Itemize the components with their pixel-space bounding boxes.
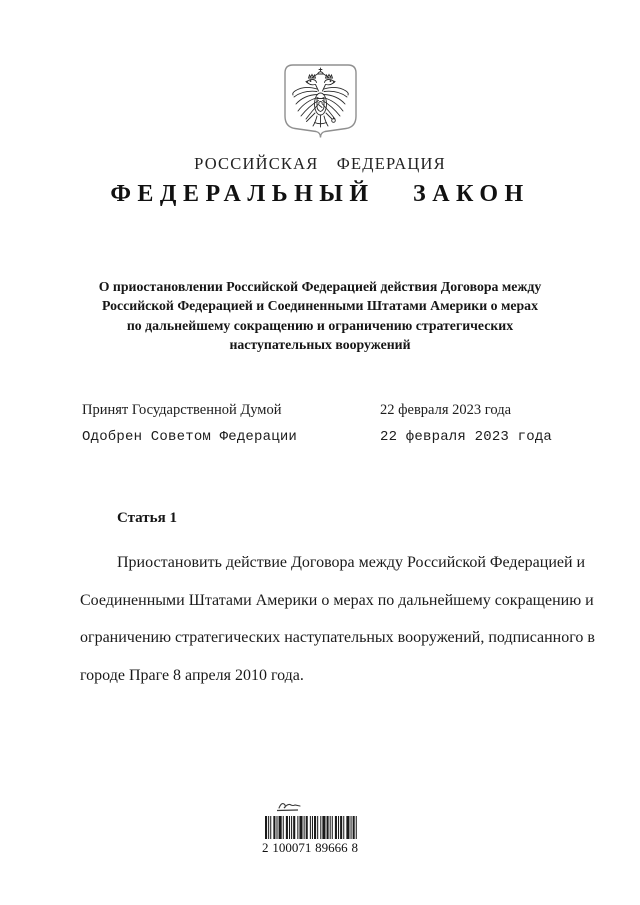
council-label: Одобрен Советом Федерации bbox=[82, 429, 298, 445]
council-approval-row bbox=[80, 429, 560, 449]
barcode-number: 2 100071 89666 8 bbox=[262, 840, 358, 855]
title-line: наступательных вооружений bbox=[229, 336, 411, 352]
adoption-block bbox=[80, 402, 560, 454]
title-line: О приостановлении Российской Федерацией действия Договора между bbox=[98, 279, 542, 294]
article-1-heading: Статья 1 bbox=[117, 510, 177, 526]
title-line: по дальнейшему сокращению и ограничению стратегических bbox=[126, 317, 514, 333]
body-line: ограничению стратегических наступательных вооружений, подписанного в bbox=[80, 629, 595, 646]
barcode bbox=[265, 816, 362, 839]
duma-adoption-row bbox=[80, 402, 560, 422]
pen-mark-icon bbox=[276, 799, 308, 814]
double-headed-eagle bbox=[293, 68, 349, 127]
council-date: 22 февраля 2023 года bbox=[380, 429, 553, 445]
document-type-heading: ФЕДЕРАЛЬНЫЙ ЗАКОН bbox=[110, 181, 530, 207]
duma-label: Принят Государственной Думой bbox=[82, 402, 282, 418]
article-1-body bbox=[80, 544, 595, 694]
body-line: Приостановить действие Договора между Российской Федерацией и bbox=[117, 554, 586, 571]
duma-date: 22 февраля 2023 года bbox=[380, 402, 512, 418]
country-header: РОССИЙСКАЯ ФЕДЕРАЦИЯ bbox=[194, 154, 446, 173]
body-line: городе Праге 8 апреля 2010 года. bbox=[80, 666, 304, 684]
document-title bbox=[60, 277, 580, 354]
russia-coat-of-arms-icon bbox=[284, 64, 357, 140]
title-line: Российской Федерацией и Соединенными Штатами Америки о мерах bbox=[102, 298, 538, 314]
body-line: Соединенными Штатами Америки о мерах по дальнейшему сокращению и bbox=[80, 591, 594, 609]
